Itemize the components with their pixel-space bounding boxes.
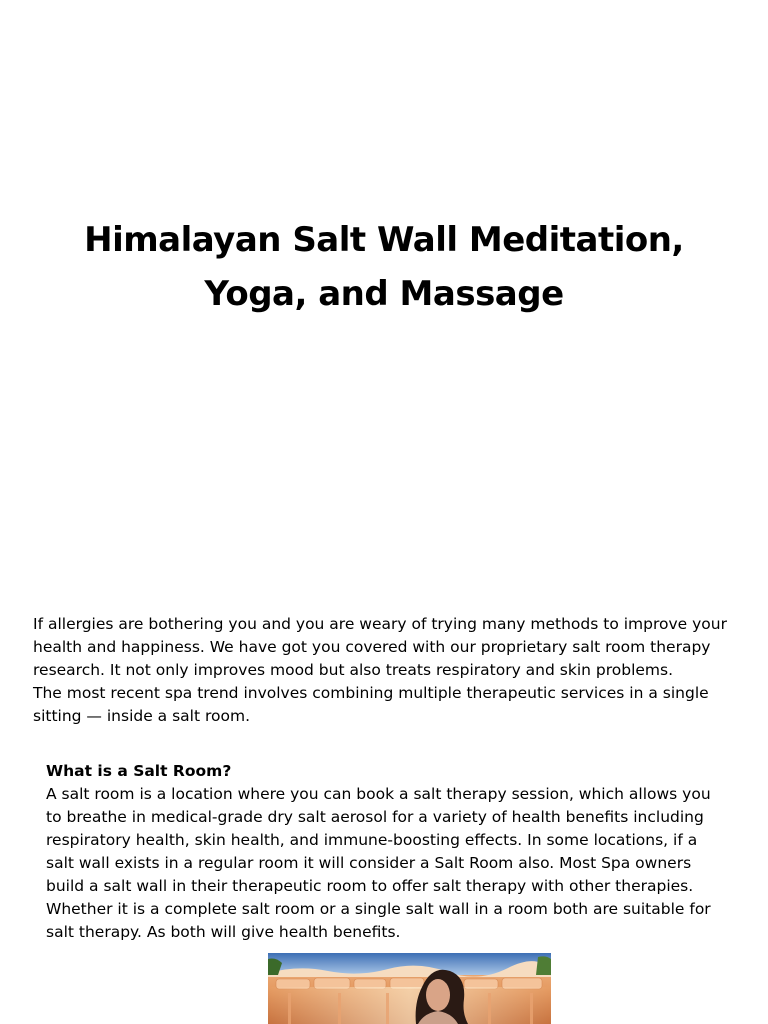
intro-text xyxy=(33,613,733,728)
intro-paragraph: The most recent spa trend involves combining multiple therapeutic services in a single sitting — inside a salt room. xyxy=(33,684,709,725)
section-body: A salt room is a location where you can book a salt therapy session, which allows you to breathe in medical-grade dry salt aerosol for a variety of health benefits including respiratory health, skin health, and immune-boosting effects. In some locations, if a salt wall exists in a regular room it will consider a Salt Room also. Most Spa owners build a salt wall in their therapeutic room to offer salt therapy with other therapies. Whether it is a complete salt room or a single salt wall in a room both are suitable for salt therapy. As both will give health benefits. xyxy=(46,785,711,941)
intro-paragraph: If allergies are bothering you and you are weary of trying many methods to improve your health and happiness. We have got you covered with our proprietary salt room therapy research. It not only improves mood but also treats respiratory and skin problems. xyxy=(33,615,727,679)
section-heading: What is a Salt Room? xyxy=(46,762,232,780)
salt-room-section xyxy=(46,760,726,944)
slide-title: Himalayan Salt Wall Meditation, Yoga, and Massage xyxy=(84,219,684,314)
salt-room-photo xyxy=(268,953,551,1024)
